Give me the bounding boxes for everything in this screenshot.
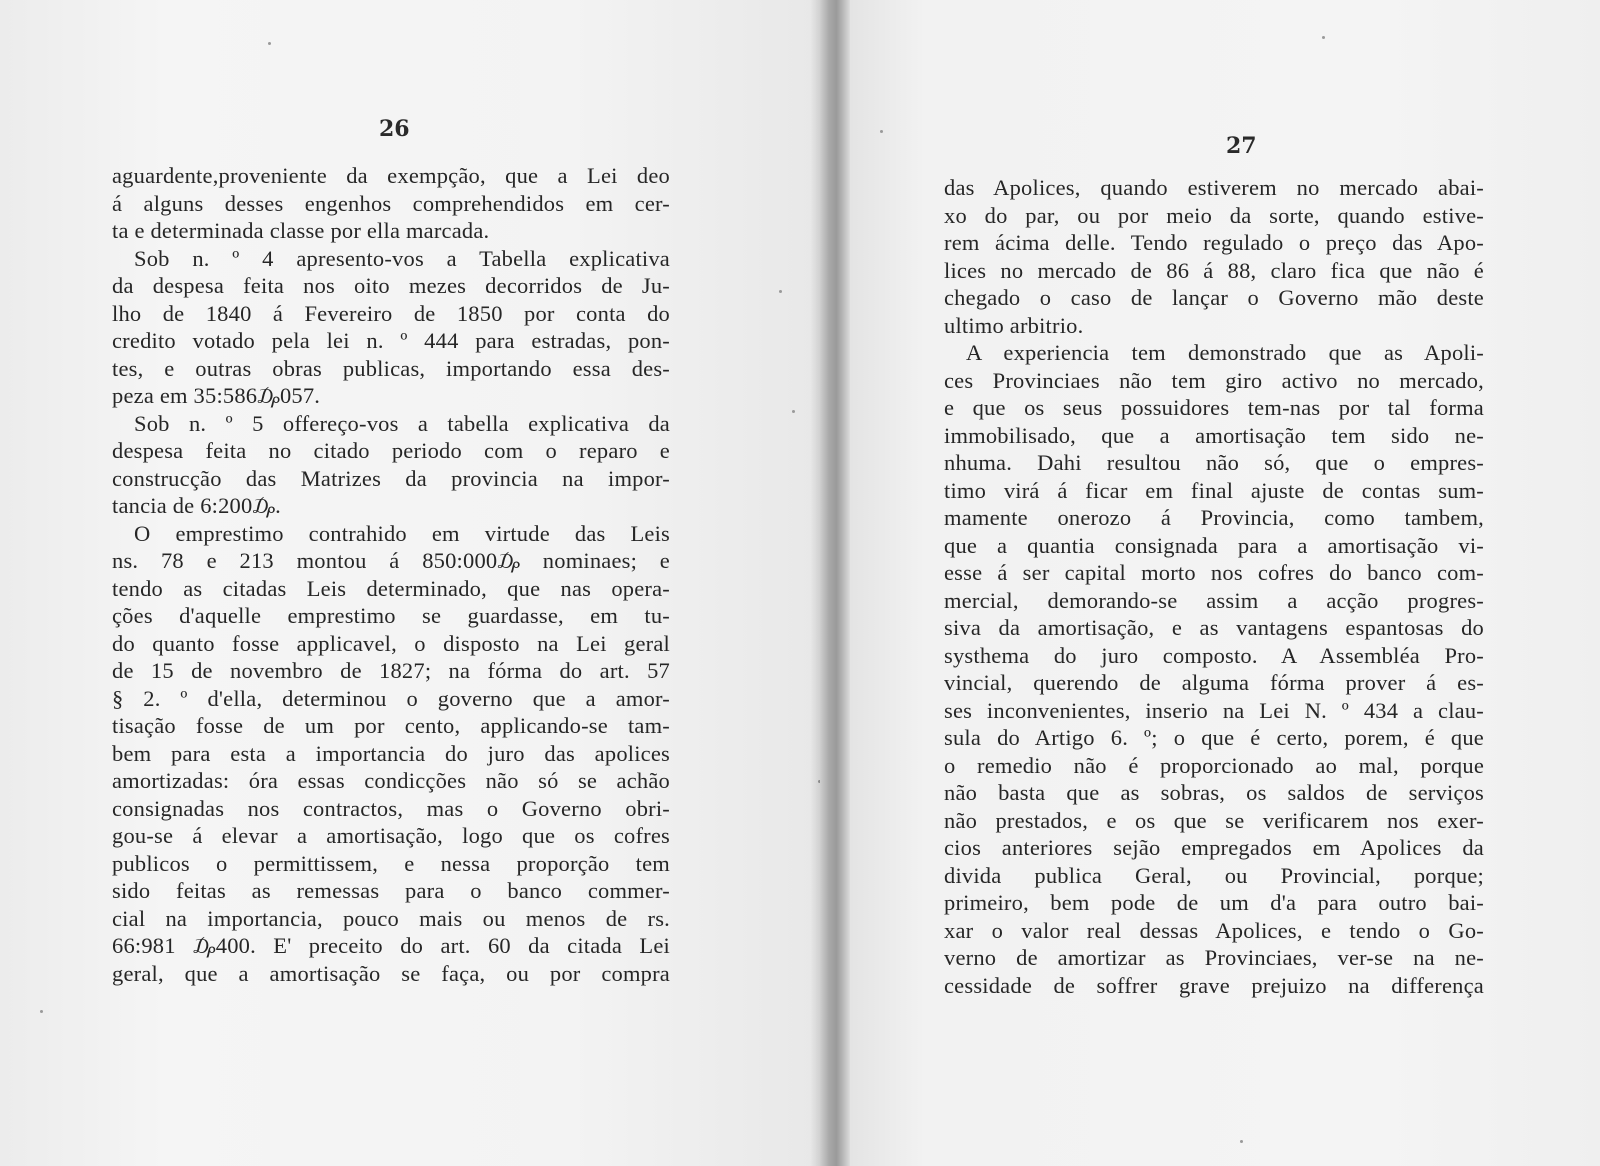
text-line: tisação fosse de um por cento, applicando-se tam-	[112, 713, 670, 738]
text-line: mercial, demorando-se assim a acção progres-	[944, 587, 1484, 613]
text-line: timo virá á ficar em final ajuste de contas sum-	[944, 477, 1484, 503]
text-line: publicos o permittissem, e nessa proporção tem	[112, 850, 670, 876]
text-line: não prestados, e os que se verificarem nos exer-	[944, 807, 1484, 833]
right-page-text	[944, 174, 1484, 999]
text-line: cios anteriores sejão empregados em Apolices da	[944, 835, 1484, 860]
text-line: credito votado pela lei n. º 444 para estradas, pon-	[112, 328, 670, 353]
text-line: chegado o caso de lançar o Governo mão deste	[944, 285, 1484, 310]
paper-speck	[1322, 36, 1325, 39]
paper-speck	[779, 290, 782, 293]
page-number-26: 26	[379, 116, 410, 142]
text-line: gou-se á elevar a amortisação, logo que os cofres	[112, 823, 670, 848]
text-line: A experiencia tem demonstrado que as Apoli-	[966, 340, 1484, 365]
text-line: cessidade de soffrer grave prejuizo na differença	[944, 972, 1484, 998]
text-line: ultimo arbitrio.	[944, 312, 1084, 338]
text-line: que a quantia consignada para a amortisação vi-	[944, 532, 1484, 558]
text-line: sula do Artigo 6. º; o que é certo, porem, é que	[944, 725, 1484, 750]
text-line: despesa feita no citado periodo com o reparo e	[112, 438, 670, 463]
paper-speck	[268, 42, 271, 45]
text-line: aguardente,proveniente da exempção, que a Lei deo	[112, 163, 670, 188]
text-line: amortizadas: óra essas condicções não só se achão	[112, 768, 670, 793]
paper-speck	[1240, 1140, 1243, 1143]
text-line: O emprestimo contrahido em virtude das Leis	[134, 520, 670, 546]
text-line: Sob n. º 4 apresento-vos a Tabella explicativa	[134, 245, 670, 271]
text-line: bem para esta a importancia do juro das apolices	[112, 740, 670, 766]
left-page-text	[112, 162, 670, 987]
text-line: xar o valor real dessas Apolices, e tendo o Go-	[944, 917, 1484, 943]
paper-speck	[40, 1010, 43, 1013]
text-line: das Apolices, quando estiverem no mercado abai-	[944, 175, 1484, 200]
text-line: da despesa feita nos oito mezes decorridos de Ju-	[112, 273, 670, 298]
text-line: geral, que a amortisação se faça, ou por compra	[112, 960, 670, 986]
text-line: § 2. º d'ella, determinou o governo que a amor-	[112, 685, 670, 711]
text-line: ces Provinciaes não tem giro activo no mercado,	[944, 367, 1484, 393]
text-line: verno de amortizar as Provinciaes, ver-se na ne-	[944, 945, 1484, 970]
text-line: primeiro, bem pode de um d'a para outro bai-	[944, 890, 1484, 915]
text-line: 66:981 ₯400. E' preceito do art. 60 da citada Lei	[112, 933, 670, 958]
paper-speck	[792, 410, 795, 413]
text-line: nhuma. Dahi resultou não só, que o empres-	[944, 450, 1484, 475]
text-line: construcção das Matrizes da provincia na impor-	[112, 465, 670, 491]
right-page	[850, 0, 1600, 1166]
text-line: tes, e outras obras publicas, importando essa des-	[112, 355, 670, 381]
text-line: esse á ser capital morto nos cofres do banco com-	[944, 560, 1484, 585]
text-line: ções d'aquelle emprestimo se guardasse, em tu-	[112, 603, 670, 628]
text-line: vincial, querendo de alguma fórma prover á es-	[944, 670, 1484, 695]
text-line: immobilisado, que a amortisação tem sido ne-	[944, 422, 1484, 448]
text-line: divida publica Geral, ou Provincial, porque;	[944, 862, 1484, 888]
text-line: o remedio não é proporcionado ao mal, porque	[944, 752, 1484, 778]
paper-speck	[880, 130, 883, 133]
book-gutter	[820, 0, 850, 1166]
text-line: de 15 de novembro de 1827; na fórma do art. 57	[112, 658, 670, 683]
text-line: não basta que as sobras, os saldos de serviços	[944, 780, 1484, 805]
text-line: e que os seus possuidores tem-nas por tal forma	[944, 395, 1484, 420]
text-line: ns. 78 e 213 montou á 850:000₯ nominaes; e	[112, 548, 670, 573]
text-line: do quanto fosse applicavel, o disposto na Lei geral	[112, 630, 670, 656]
text-line: tendo as citadas Leis determinado, que nas opera-	[112, 575, 670, 601]
text-line: rem ácima delle. Tendo regulado o preço das Apo-	[944, 230, 1484, 255]
text-line: tancia de 6:200₯.	[112, 493, 281, 518]
text-line: ta e determinada classe por ella marcada.	[112, 218, 490, 243]
text-line: systhema do juro composto. A Assembléa Pro-	[944, 642, 1484, 668]
text-line: peza em 35:586₯057.	[112, 383, 321, 408]
text-line: mamente onerozo á Provincia, como tambem,	[944, 505, 1484, 530]
gutter-shadow	[810, 0, 820, 1166]
text-line: ses inconvenientes, inserio na Lei N. º 434 a clau-	[944, 697, 1484, 723]
text-line: consignadas nos contractos, mas o Governo obri-	[112, 795, 670, 821]
text-line: lices no mercado de 86 á 88, claro fica que não é	[944, 257, 1484, 283]
text-line: lho de 1840 á Fevereiro de 1850 por conta do	[112, 300, 670, 326]
text-line: xo do par, ou por meio da sorte, quando estive-	[944, 202, 1484, 228]
text-line: sido feitas as remessas para o banco commer-	[112, 878, 670, 903]
text-line: cial na importancia, pouco mais ou menos de rs.	[112, 905, 670, 931]
text-line: á alguns desses engenhos comprehendidos em cer-	[112, 190, 670, 216]
page-number-27: 27	[1226, 133, 1257, 159]
text-line: siva da amortisação, e as vantagens espantosas do	[944, 615, 1484, 640]
text-line: Sob n. º 5 offereço-vos a tabella explicativa da	[134, 410, 670, 436]
